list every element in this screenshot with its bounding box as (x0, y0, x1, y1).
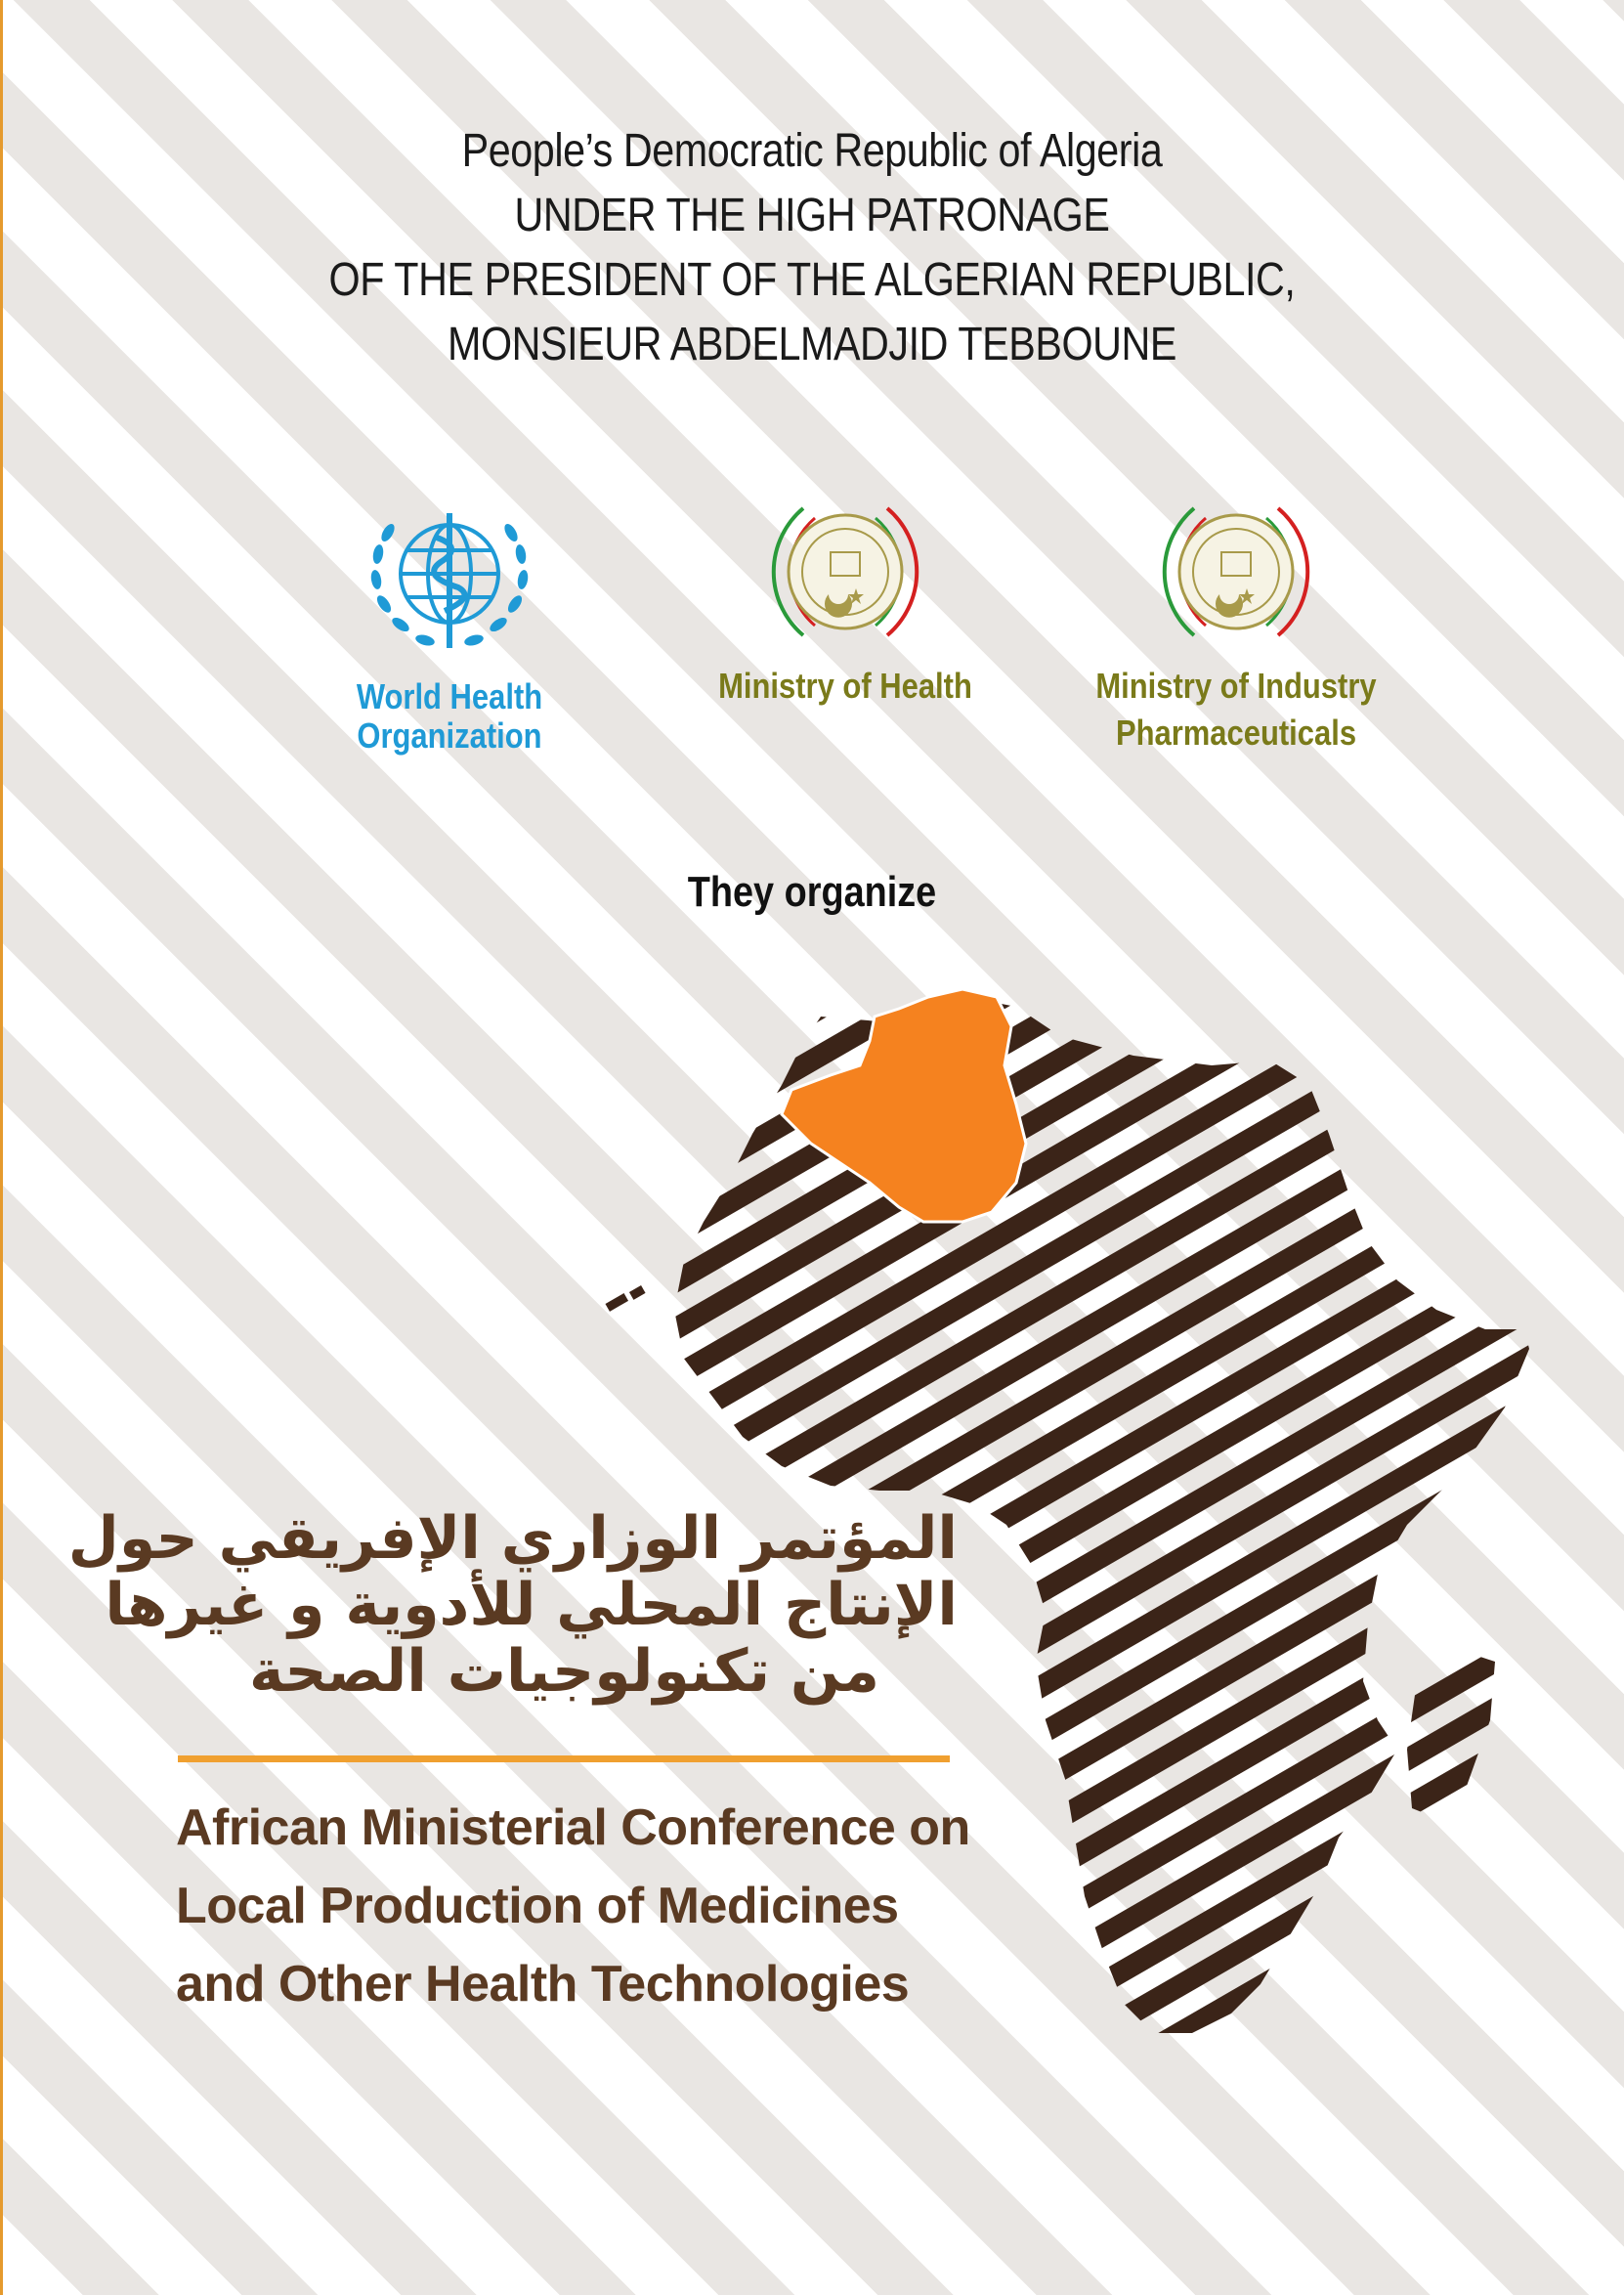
who-label-line1: World Health (356, 676, 543, 716)
arabic-title-line2: الإنتاج المحلي للأدوية و غيرها (105, 1571, 958, 1639)
header-president: OF THE PRESIDENT OF THE ALGERIAN REPUBLIC, (328, 254, 1296, 306)
english-title (176, 1789, 970, 2023)
arabic-title-line1: المؤتمر الوزاري الإفريقي حول (67, 1504, 958, 1573)
who-label-line2: Organization (357, 715, 542, 756)
arabic-title-line3: من تكنولوجيات الصحة (249, 1637, 879, 1706)
english-title-line1: African Ministerial Conference on (176, 1799, 970, 1856)
arabic-title (67, 1504, 958, 1706)
english-title-line3: and Other Health Technologies (176, 1956, 910, 2013)
title-divider (178, 1755, 950, 1762)
header-name: MONSIEUR ABDELMADJID TEBBOUNE (447, 319, 1176, 370)
health-ministry-label: Ministry of Health (718, 666, 972, 706)
industry-ministry-label-line1: Ministry of Industry (1095, 666, 1377, 706)
industry-ministry-label-line2: Pharmaceuticals (1115, 713, 1357, 753)
they-organize: They organize (687, 868, 937, 916)
header-country: People’s Democratic Republic of Algeria (461, 125, 1163, 177)
header-patronage: UNDER THE HIGH PATRONAGE (514, 190, 1110, 241)
english-title-line2: Local Production of Medicines (176, 1878, 899, 1934)
